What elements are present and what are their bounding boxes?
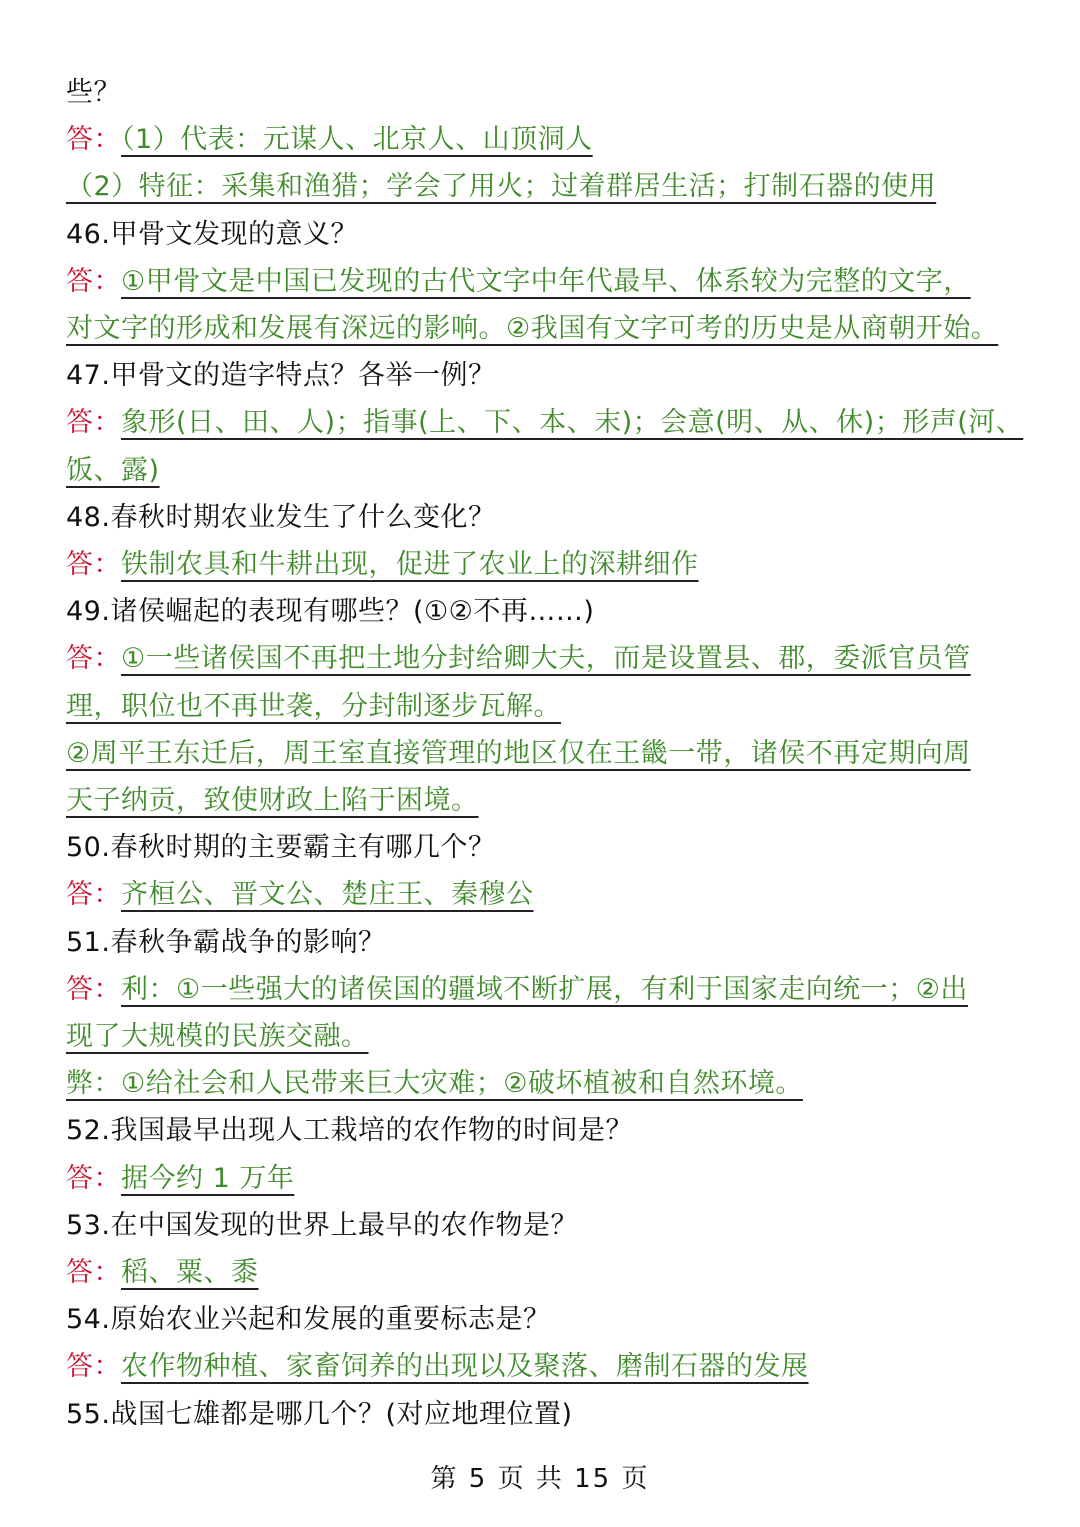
answer-label: 答： xyxy=(66,879,121,911)
answer-text: 理，职位也不再世袭，分封制逐步瓦解。 xyxy=(66,690,561,722)
question-text: 54.原始农业兴起和发展的重要标志是？ xyxy=(66,1304,551,1336)
answer-text: ①甲骨文是中国已发现的古代文字中年代最早、体系较为完整的文字， xyxy=(121,265,971,297)
answer-label: 答： xyxy=(66,973,121,1005)
answer-line xyxy=(66,542,1040,588)
answer-label: 答： xyxy=(66,124,121,156)
answer-text: 饭、露) xyxy=(66,454,160,486)
answer-text: 齐桓公、晋文公、楚庄王、秦穆公 xyxy=(121,879,534,911)
answer-label: 答： xyxy=(66,549,121,580)
answer-text: 铁制农具和牛耕出现，促进了农业上的深耕细作 xyxy=(121,549,699,580)
answer-text: （1）代表：元谋人、北京人、山顶洞人 xyxy=(121,124,593,156)
answer-text: 利：①一些强大的诸侯国的疆域不断扩展，有利于国家走向统一；②出 xyxy=(121,973,968,1005)
answer-line xyxy=(66,1344,1040,1390)
answer-text: 象形(日、田、人)；指事(上、下、本、末)；会意(明、从、休)；形声(河、 xyxy=(121,407,1024,439)
question-text: 55.战国七雄都是哪几个？(对应地理位置) xyxy=(66,1398,573,1430)
answer-text: 据今约 1 万年 xyxy=(121,1162,295,1194)
answer-line xyxy=(66,967,1040,1013)
question-line xyxy=(66,353,1040,399)
page-footer: 第 5 页 共 15 页 xyxy=(430,1464,650,1494)
question-line xyxy=(66,495,1040,541)
answer-line xyxy=(66,1014,1040,1060)
answer-text: 农作物种植、家畜饲养的出现以及聚落、磨制石器的发展 xyxy=(121,1351,809,1383)
answer-text: ②周平王东迁后，周王室直接管理的地区仅在王畿一带，诸侯不再定期向周 xyxy=(66,737,971,769)
answer-text: ①一些诸侯国不再把土地分封给卿大夫，而是设置县、郡，委派官员管 xyxy=(121,643,971,675)
answer-label: 答： xyxy=(66,265,121,297)
answer-label: 答： xyxy=(66,407,121,439)
question-text: 51.春秋争霸战争的影响？ xyxy=(66,926,386,958)
question-text: 53.在中国发现的世界上最早的农作物是？ xyxy=(66,1209,578,1241)
question-line xyxy=(66,1392,1040,1438)
question-line xyxy=(66,589,1040,635)
answer-text: 对文字的形成和发展有深远的影响。②我国有文字可考的历史是从商朝开始。 xyxy=(66,313,999,344)
answer-line xyxy=(66,259,1040,305)
answer-line xyxy=(66,684,1040,730)
answer-line xyxy=(66,400,1040,446)
answer-line xyxy=(66,117,1040,163)
answer-label: 答： xyxy=(66,1351,121,1383)
question-line xyxy=(66,212,1040,258)
answer-line xyxy=(66,778,1040,824)
question-text: 46.甲骨文发现的意义？ xyxy=(66,218,358,250)
question-line xyxy=(66,1203,1040,1249)
question-line xyxy=(66,825,1040,871)
question-text: 52.我国最早出现人工栽培的农作物的时间是？ xyxy=(66,1115,633,1147)
answer-line xyxy=(66,1156,1040,1202)
answer-line xyxy=(66,872,1040,918)
question-text: 49.诸侯崛起的表现有哪些？(①②不再……) xyxy=(66,596,595,628)
question-text: 些？ xyxy=(66,77,121,108)
answer-text: 弊：①给社会和人民带来巨大灾难；②破坏植被和自然环境。 xyxy=(66,1068,803,1100)
answer-text: 现了大规模的民族交融。 xyxy=(66,1021,369,1052)
answer-line xyxy=(66,1250,1040,1296)
question-line xyxy=(66,70,1040,116)
answer-label: 答： xyxy=(66,1162,121,1194)
answer-line xyxy=(66,636,1040,682)
question-text: 50.春秋时期的主要霸主有哪几个？ xyxy=(66,832,496,864)
question-line xyxy=(66,1108,1040,1154)
question-text: 48.春秋时期农业发生了什么变化？ xyxy=(66,501,496,533)
question-text: 47.甲骨文的造字特点？各举一例？ xyxy=(66,360,496,392)
question-line xyxy=(66,920,1040,966)
answer-label: 答： xyxy=(66,643,121,675)
answer-line xyxy=(66,306,1040,352)
answer-text: 天子纳贡，致使财政上陷于困境。 xyxy=(66,785,479,816)
answer-text: （2）特征：采集和渔猎；学会了用火；过着群居生活；打制石器的使用 xyxy=(66,171,937,203)
answer-line xyxy=(66,164,1040,210)
answer-line xyxy=(66,448,1040,494)
question-line xyxy=(66,1297,1040,1343)
answer-label: 答： xyxy=(66,1257,121,1288)
answer-line xyxy=(66,731,1040,777)
answer-text: 稻、粟、黍 xyxy=(121,1257,259,1288)
answer-line xyxy=(66,1061,1040,1107)
